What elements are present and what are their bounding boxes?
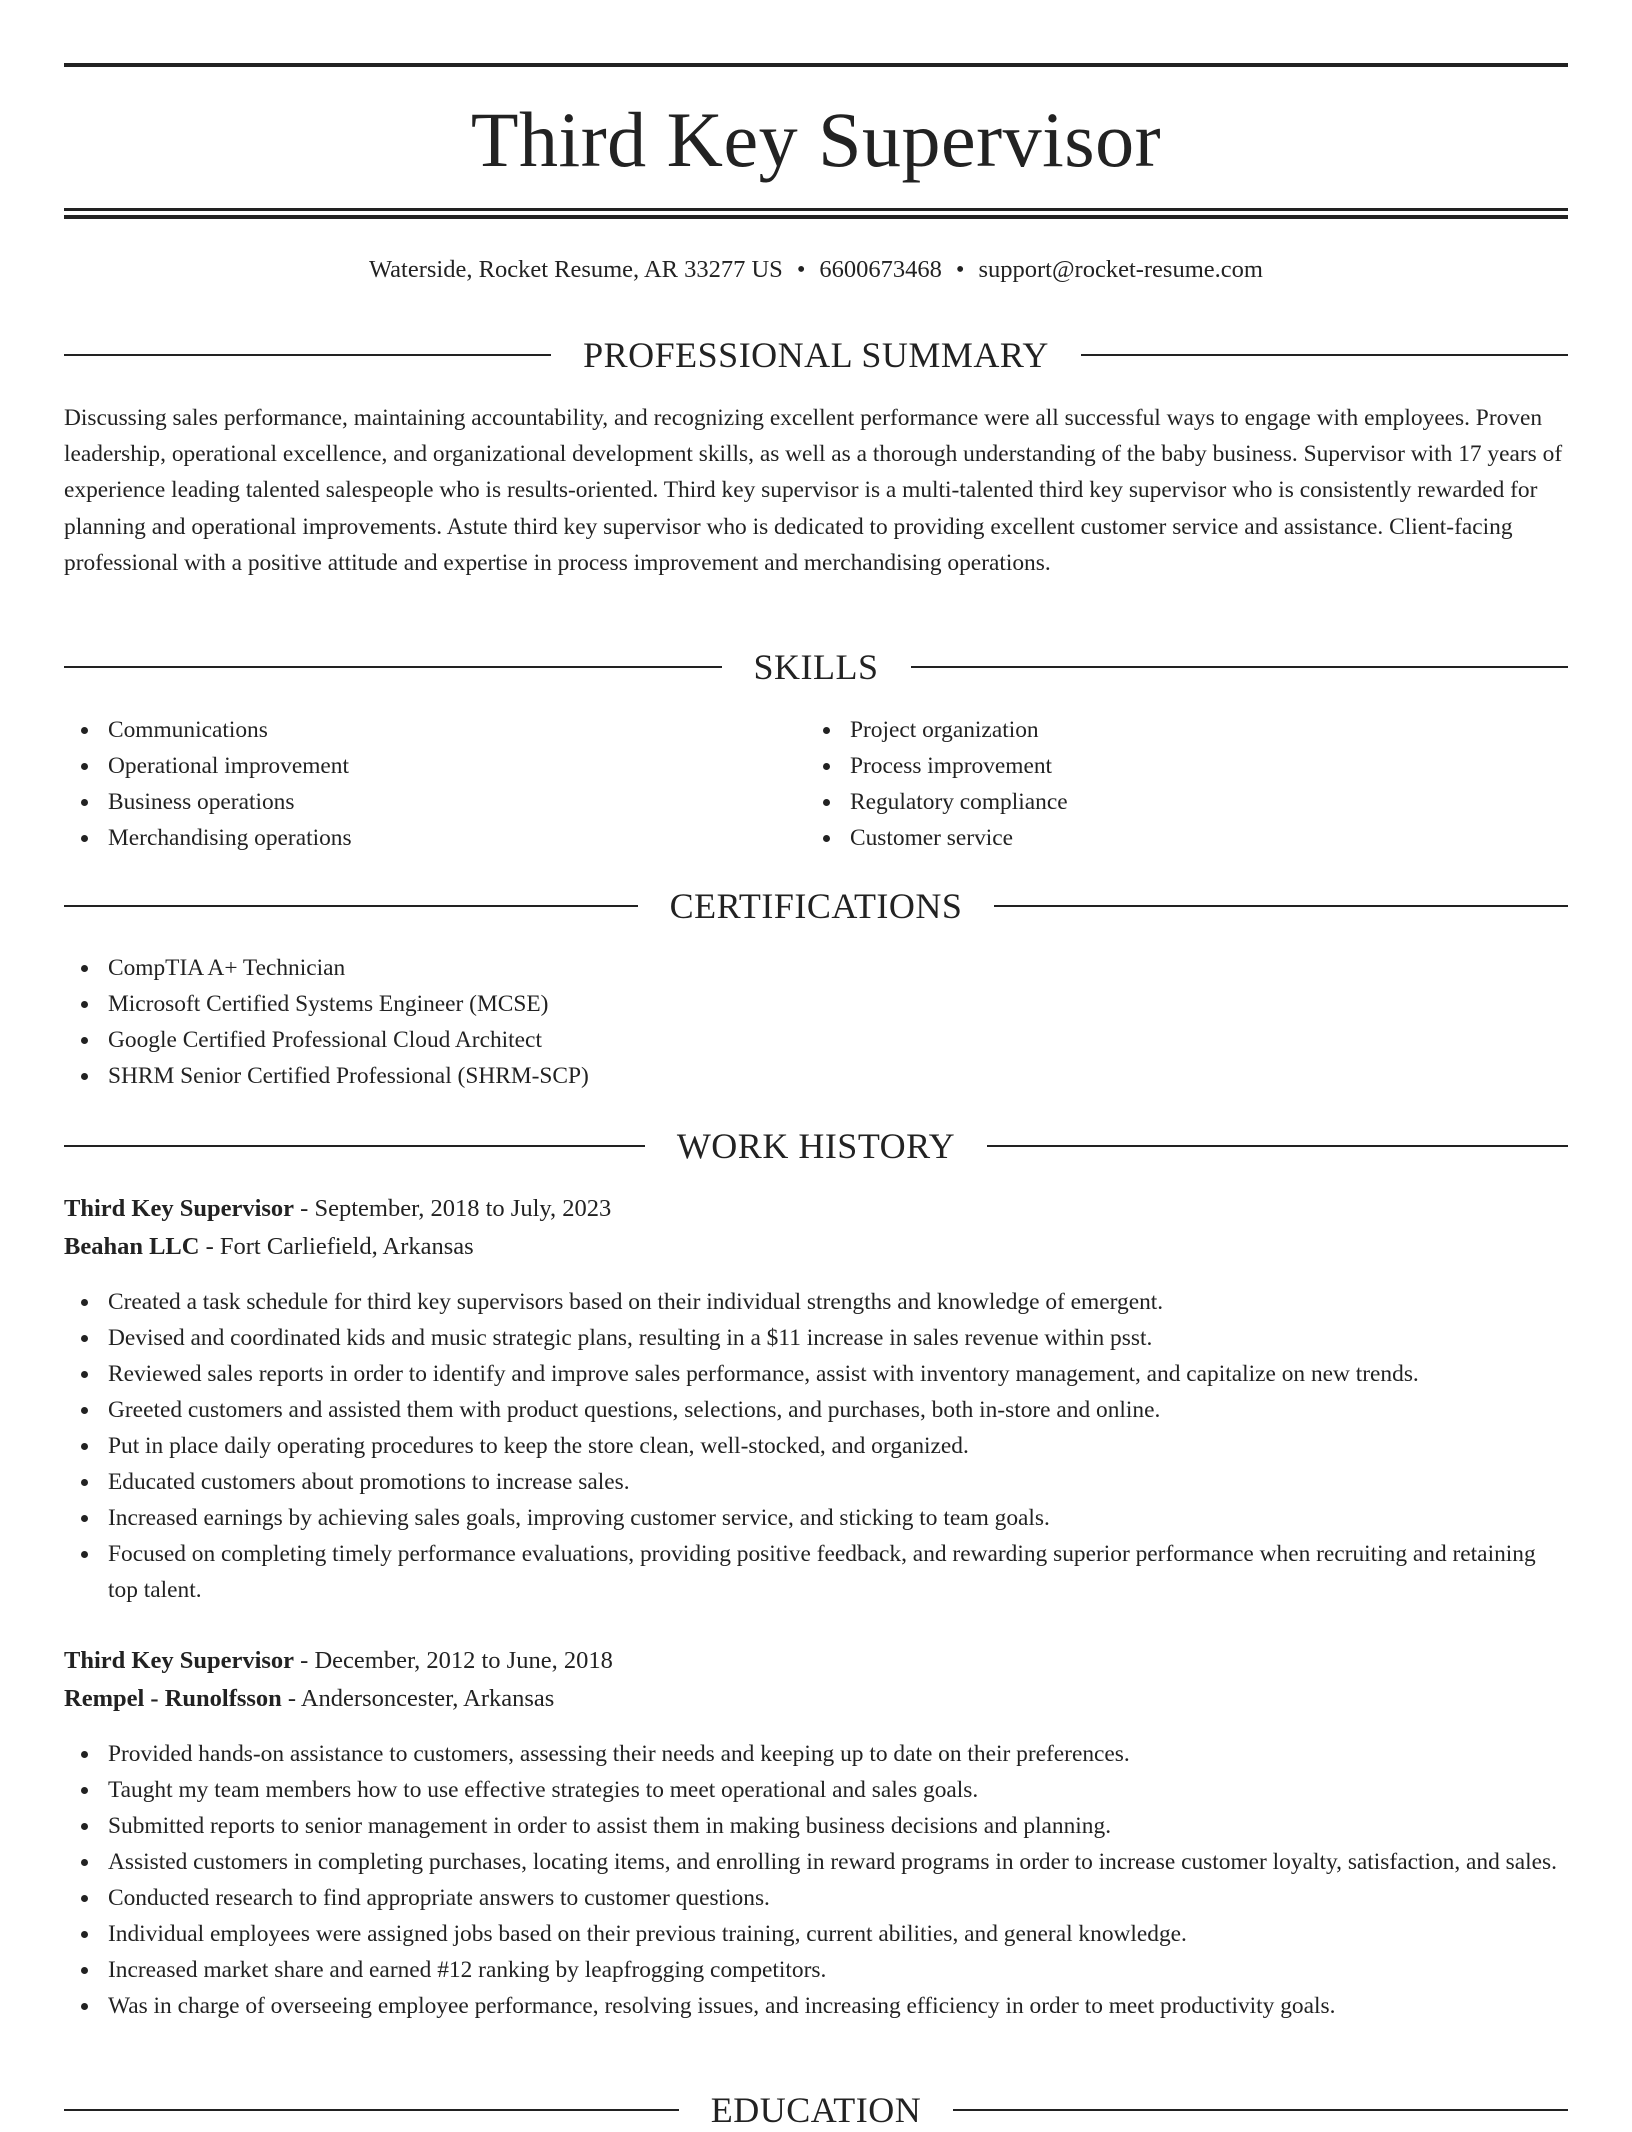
- skill-item: Business operations: [64, 784, 804, 820]
- skills-list-right: [806, 712, 1546, 856]
- section-title: CERTIFICATIONS: [669, 886, 963, 926]
- job-title-line: [64, 1643, 1568, 1679]
- skill-item: Merchandising operations: [64, 820, 804, 856]
- contact-address: Waterside, Rocket Resume, AR 33277 US: [369, 256, 783, 283]
- heading-rule: [64, 905, 638, 907]
- responsibility-item: Educated customers about promotions to increase sales.: [64, 1464, 1568, 1500]
- job-company-line: [64, 1229, 1568, 1265]
- job-location: - Fort Carliefield, Arkansas: [199, 1233, 474, 1260]
- header-top-rule: [64, 63, 1568, 67]
- header-bottom-rule-lower: [64, 215, 1568, 219]
- job-company: Rempel - Runolfsson: [64, 1685, 282, 1712]
- skill-item: Project organization: [806, 712, 1546, 748]
- skill-item: Customer service: [806, 820, 1546, 856]
- section-heading-work-history: [64, 1124, 1568, 1168]
- professional-summary-text: Discussing sales performance, maintaining accountability, and recognizing excellent performance were all successful ways to engage with employees. Proven leadership, operational excellence, and organizational development skills, as well as a thorough understanding of the baby business. Supervisor with 17 years of experience leading talented salespeople who is results-oriented. Third key supervisor is a multi-talented third key supervisor who is consistently rewarded for planning and operational improvements. Astute third key supervisor who is dedicated to providing excellent customer service and assistance. Client-facing professional with a positive attitude and expertise in process improvement and merchandising operations.: [64, 405, 1563, 576]
- job-dates: - September, 2018 to July, 2023: [294, 1195, 612, 1222]
- responsibility-item: Greeted customers and assisted them with product questions, selections, and purchases, both in-store and online.: [64, 1392, 1568, 1428]
- skill-item: Communications: [64, 712, 804, 748]
- job-location: - Andersoncester, Arkansas: [281, 1685, 555, 1712]
- responsibility-item: Taught my team members how to use effective strategies to meet operational and sales goals.: [64, 1772, 1568, 1808]
- contact-separator: •: [796, 256, 806, 283]
- job-title-line: [64, 1191, 1568, 1227]
- responsibility-item: Submitted reports to senior management in order to assist them in making business decisions and planning.: [64, 1808, 1568, 1844]
- header-bottom-rule-upper: [64, 208, 1568, 211]
- responsibility-item: Focused on completing timely performance evaluations, providing positive feedback, and rewarding superior performance when recruiting and retaining top talent.: [64, 1536, 1568, 1608]
- heading-rule: [987, 1145, 1568, 1147]
- job-company: Beahan LLC: [64, 1233, 200, 1260]
- responsibility-item: Assisted customers in completing purchases, locating items, and enrolling in reward programs in order to increase customer loyalty, satisfaction, and sales.: [64, 1844, 1568, 1880]
- section-title: EDUCATION: [710, 2090, 922, 2130]
- certification-item: CompTIA A+ Technician: [64, 950, 1568, 986]
- job-company-line: [64, 1681, 1568, 1717]
- heading-rule: [64, 354, 551, 356]
- section-title: PROFESSIONAL SUMMARY: [583, 335, 1049, 375]
- skill-item: Process improvement: [806, 748, 1546, 784]
- job-dates: - December, 2012 to June, 2018: [294, 1647, 613, 1674]
- certification-item: Microsoft Certified Systems Engineer (MCSE): [64, 986, 1568, 1022]
- contact-email[interactable]: support@rocket-resume.com: [978, 256, 1263, 283]
- heading-rule: [994, 905, 1568, 907]
- responsibility-item: Individual employees were assigned jobs based on their previous training, current abilities, and general knowledge.: [64, 1916, 1568, 1952]
- responsibility-item: Devised and coordinated kids and music strategic plans, resulting in a $11 increase in sales revenue within psst.: [64, 1320, 1568, 1356]
- heading-rule: [64, 666, 722, 668]
- section-title: WORK HISTORY: [676, 1126, 956, 1166]
- job-responsibilities-list: [64, 1284, 1568, 1608]
- responsibility-item: Increased earnings by achieving sales goals, improving customer service, and sticking to team goals.: [64, 1500, 1568, 1536]
- job-title: Third Key Supervisor: [64, 1195, 295, 1222]
- certification-item: Google Certified Professional Cloud Architect: [64, 1022, 1568, 1058]
- heading-rule: [64, 2109, 679, 2111]
- skill-item: Regulatory compliance: [806, 784, 1546, 820]
- job-title: Third Key Supervisor: [64, 1647, 295, 1674]
- certification-item: SHRM Senior Certified Professional (SHRM-SCP): [64, 1058, 1568, 1094]
- section-heading-certifications: [64, 884, 1568, 928]
- heading-rule: [64, 1145, 645, 1147]
- responsibility-item: Reviewed sales reports in order to identify and improve sales performance, assist with inventory management, and capitalize on new trends.: [64, 1356, 1568, 1392]
- responsibility-item: Was in charge of overseeing employee performance, resolving issues, and increasing efficiency in order to meet productivity goals.: [64, 1988, 1568, 2024]
- contact-separator: •: [955, 256, 965, 283]
- section-heading-skills: [64, 645, 1568, 689]
- contact-phone: 6600673468: [819, 256, 942, 283]
- section-title: SKILLS: [753, 647, 879, 687]
- skill-item: Operational improvement: [64, 748, 804, 784]
- responsibility-item: Increased market share and earned #12 ranking by leapfrogging competitors.: [64, 1952, 1568, 1988]
- responsibility-item: Put in place daily operating procedures to keep the store clean, well-stocked, and organized.: [64, 1428, 1568, 1464]
- contact-line: [64, 252, 1568, 288]
- section-heading-education: [64, 2088, 1568, 2132]
- certifications-list: [64, 950, 1568, 1094]
- candidate-name: Third Key Supervisor: [470, 96, 1162, 183]
- job-responsibilities-list: [64, 1736, 1568, 2024]
- responsibility-item: Provided hands-on assistance to customers, assessing their needs and keeping up to date on their preferences.: [64, 1736, 1568, 1772]
- skills-list-left: [64, 712, 804, 856]
- heading-rule: [953, 2109, 1568, 2111]
- section-heading-summary: [64, 333, 1568, 377]
- heading-rule: [1081, 354, 1568, 356]
- heading-rule: [911, 666, 1569, 668]
- responsibility-item: Conducted research to find appropriate answers to customer questions.: [64, 1880, 1568, 1916]
- responsibility-item: Created a task schedule for third key supervisors based on their individual strengths and knowledge of emergent.: [64, 1284, 1568, 1320]
